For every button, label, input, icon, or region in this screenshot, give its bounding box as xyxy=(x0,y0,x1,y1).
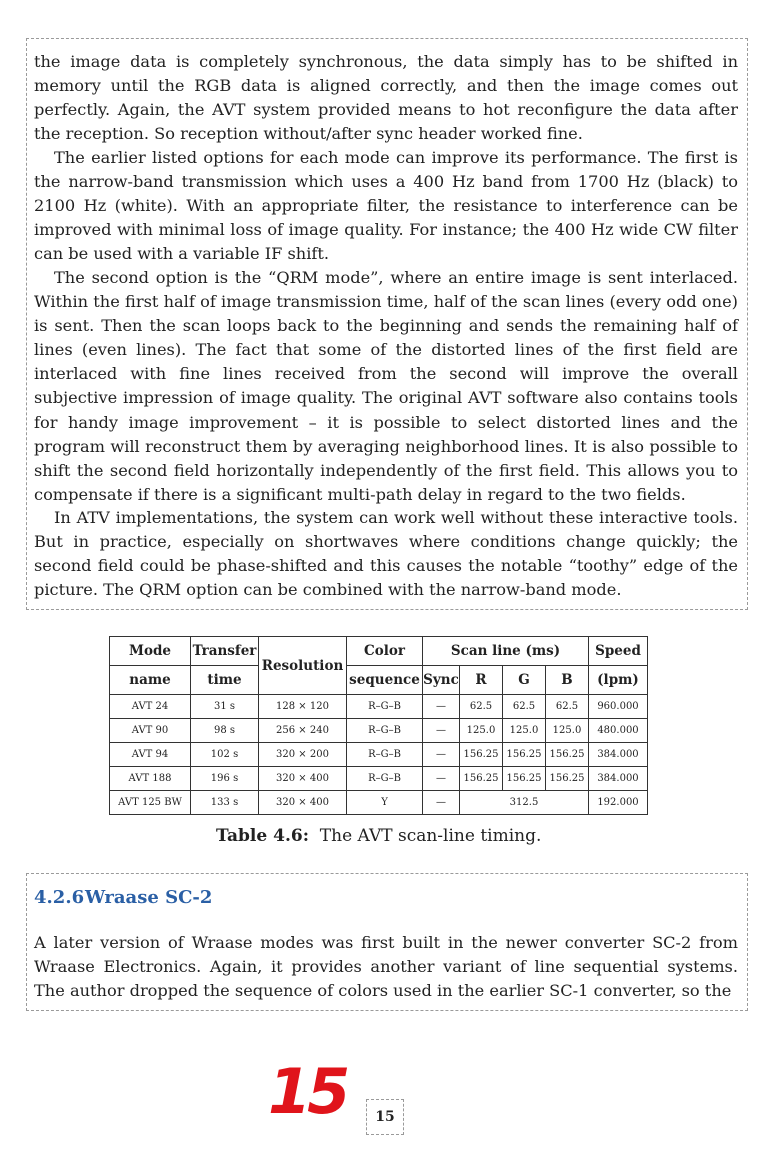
section-title: Wraase SC-2 xyxy=(85,887,213,908)
cell-name: AVT 125 BW xyxy=(110,791,191,815)
cell-b: 62.5 xyxy=(546,695,589,719)
cell-sync: — xyxy=(423,743,460,767)
cell-resolution: 320 × 400 xyxy=(259,791,347,815)
table-caption xyxy=(216,826,541,846)
th-mode: Mode xyxy=(110,637,191,666)
cell-r: 156.25 xyxy=(460,743,503,767)
avt-timing-table xyxy=(109,636,648,815)
cell-g: 156.25 xyxy=(503,743,546,767)
th-resolution: Resolution xyxy=(259,637,347,695)
th-r: R xyxy=(460,666,503,695)
cell-sequence: R–G–B xyxy=(347,767,423,791)
cell-speed: 192.000 xyxy=(589,791,648,815)
cell-g: 125.0 xyxy=(503,719,546,743)
cell-time: 102 s xyxy=(191,743,259,767)
cell-g: 62.5 xyxy=(503,695,546,719)
cell-time: 98 s xyxy=(191,719,259,743)
caption-label: Table 4.6: xyxy=(216,826,309,846)
th-color: Color xyxy=(347,637,423,666)
cell-name: AVT 188 xyxy=(110,767,191,791)
th-sequence: sequence xyxy=(347,666,423,695)
th-scanline: Scan line (ms) xyxy=(423,637,589,666)
cell-g: 156.25 xyxy=(503,767,546,791)
table-row xyxy=(110,743,648,767)
cell-y: 312.5 xyxy=(460,791,589,815)
page-number: 15 xyxy=(366,1099,404,1135)
table-row xyxy=(110,719,648,743)
cell-resolution: 320 × 200 xyxy=(259,743,347,767)
cell-r: 156.25 xyxy=(460,767,503,791)
cell-name: AVT 90 xyxy=(110,719,191,743)
section-heading xyxy=(34,887,212,908)
th-sync: Sync xyxy=(423,666,460,695)
th-transfer: Transfer xyxy=(191,637,259,666)
paragraph-2 xyxy=(34,146,738,266)
cell-sequence: R–G–B xyxy=(347,719,423,743)
cell-time: 133 s xyxy=(191,791,259,815)
cell-resolution: 320 × 400 xyxy=(259,767,347,791)
table-header-row xyxy=(110,666,648,695)
cell-b: 156.25 xyxy=(546,767,589,791)
cell-time: 31 s xyxy=(191,695,259,719)
paragraph-2-text: The earlier listed options for each mode can improve its performance. The first is the narrow-band transmission which uses a 400 Hz band from 1700 Hz (black) to 2100 Hz (white). With an appropriate filter, the resistance to interference can be improved with minimal loss of image quality. For instance; the 400 Hz wide CW filter can be used with a variable IF shift. xyxy=(34,148,738,264)
paragraph-3-text: The second option is the “QRM mode”, where an entire image is sent interlaced. Within the first half of image transmission time, half of the scan lines (every odd one) is sent. Then the scan loops back to the beginning and sends the remaining half of lines (even lines). The fact that some of the distorted lines of the first field are interlaced with fine lines received from the second will improve the overall subjective impression of image quality. The original AVT software also contains tools for handy image improvement – it is possible to select distorted lines and the program will reconstruct them by averaging neighborhood lines. It is also possible to shift the second field horizontally independently of the first field. This allows you to compensate if there is a significant multi-path delay in regard to the two fields. xyxy=(34,268,738,504)
cell-resolution: 256 × 240 xyxy=(259,719,347,743)
table-header-row xyxy=(110,637,648,666)
th-speed: Speed xyxy=(589,637,648,666)
cell-sync: — xyxy=(423,719,460,743)
cell-name: AVT 94 xyxy=(110,743,191,767)
paragraph-4-text: In ATV implementations, the system can work well without these interactive tools. But in practice, especially on shortwaves where conditions change quickly; the second field could be phase-shifted and this causes the notable “toothy” edge of the picture. The QRM option can be combined with the narrow-band mode. xyxy=(34,508,738,600)
cell-b: 125.0 xyxy=(546,719,589,743)
cell-sequence: Y xyxy=(347,791,423,815)
section-number: 4.2.6 xyxy=(34,887,85,908)
cell-sync: — xyxy=(423,767,460,791)
cell-sync: — xyxy=(423,791,460,815)
table-row xyxy=(110,695,648,719)
table-row xyxy=(110,791,648,815)
section-paragraph: A later version of Wraase modes was first built in the newer converter SC-2 from Wraase Electronics. Again, it provides another variant of line sequential systems. The author dropped the sequence of colors used in the earlier SC-1 converter, so the xyxy=(34,933,738,1001)
cell-speed: 960.000 xyxy=(589,695,648,719)
cell-b: 156.25 xyxy=(546,743,589,767)
page-number-stamp: 15 xyxy=(268,1055,347,1128)
cell-speed: 480.000 xyxy=(589,719,648,743)
cell-speed: 384.000 xyxy=(589,743,648,767)
cell-name: AVT 24 xyxy=(110,695,191,719)
cell-r: 62.5 xyxy=(460,695,503,719)
cell-sequence: R–G–B xyxy=(347,695,423,719)
th-b: B xyxy=(546,666,589,695)
paragraph-4 xyxy=(34,506,738,602)
caption-text: The AVT scan-line timing. xyxy=(319,826,542,846)
cell-sequence: R–G–B xyxy=(347,743,423,767)
cell-time: 196 s xyxy=(191,767,259,791)
paragraph-3 xyxy=(34,266,738,507)
th-name: name xyxy=(110,666,191,695)
cell-resolution: 128 × 120 xyxy=(259,695,347,719)
th-lpm: (lpm) xyxy=(589,666,648,695)
paragraph-1: the image data is completely synchronous, the data simply has to be shifted in memory until the RGB data is aligned correctly, and then the image comes out perfectly. Again, the AVT system provided means to hot reconfigure the data after the reception. So reception without/after sync header worked fine. xyxy=(34,52,738,144)
th-time: time xyxy=(191,666,259,695)
cell-sync: — xyxy=(423,695,460,719)
th-g: G xyxy=(503,666,546,695)
table-row xyxy=(110,767,648,791)
cell-r: 125.0 xyxy=(460,719,503,743)
cell-speed: 384.000 xyxy=(589,767,648,791)
